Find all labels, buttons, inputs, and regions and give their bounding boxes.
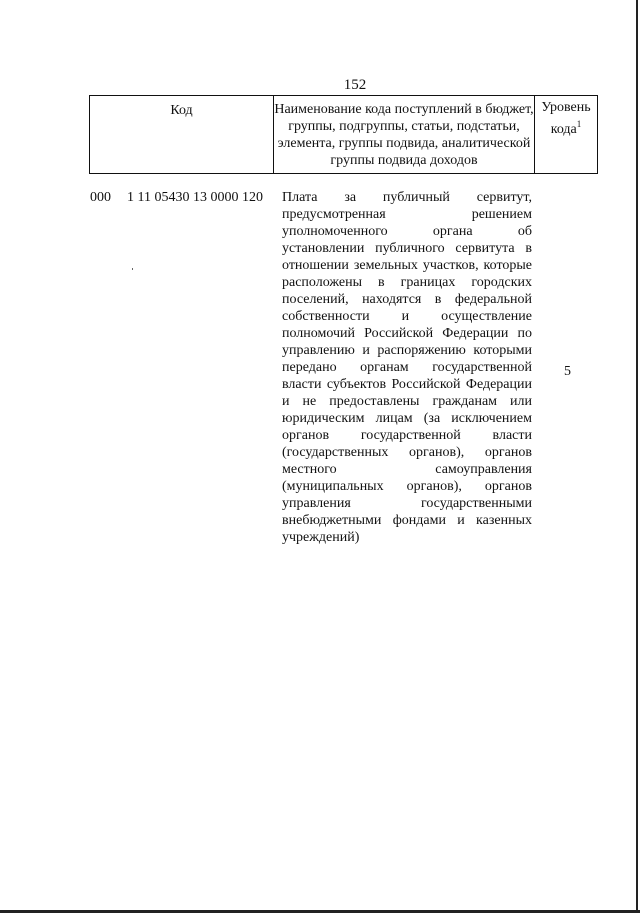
header-level-footnote: 1 bbox=[576, 119, 582, 129]
header-level-cell bbox=[535, 96, 598, 174]
header-level-label: Уровень кода bbox=[541, 100, 591, 137]
header-code-cell bbox=[90, 96, 274, 174]
row-code-level: 5 bbox=[564, 364, 571, 379]
table-header-row bbox=[90, 96, 598, 174]
header-name-label: Наименование кода поступлений в бюджет, группы, подгруппы, статьи, подстатьи, элемента, группы подвида, аналитической группы подвида доходов bbox=[274, 102, 534, 168]
header-code-label: Код bbox=[170, 103, 193, 118]
row-income-name: Плата за публичный сервитут, предусмотренная решением уполномоченного органа об установлении публичного сервитута в отношении земельных участков, которые расположены в границах городских поселений, находятся в федеральной собственности и осуществление полномочий Российской Федерации по управлению и распоряжению которыми передано органам государственной власти субъектов Российской Федерации и не предоставлены гражданам или юридическим лицам (за исключением органов государственной власти (государственных органов), органов местного самоуправления (муниципальных органов), органов управления государственными внебюджетными фондами и казенных учреждений) bbox=[282, 190, 532, 545]
classification-table-header bbox=[89, 95, 598, 174]
row-income-code: 1 11 05430 13 0000 120 bbox=[127, 190, 263, 205]
scan-edge-right bbox=[636, 0, 638, 913]
page-number: 152 bbox=[343, 77, 367, 93]
header-name-cell bbox=[274, 96, 535, 174]
row-admin-code: 000 bbox=[90, 190, 111, 205]
scan-speck bbox=[132, 268, 133, 270]
